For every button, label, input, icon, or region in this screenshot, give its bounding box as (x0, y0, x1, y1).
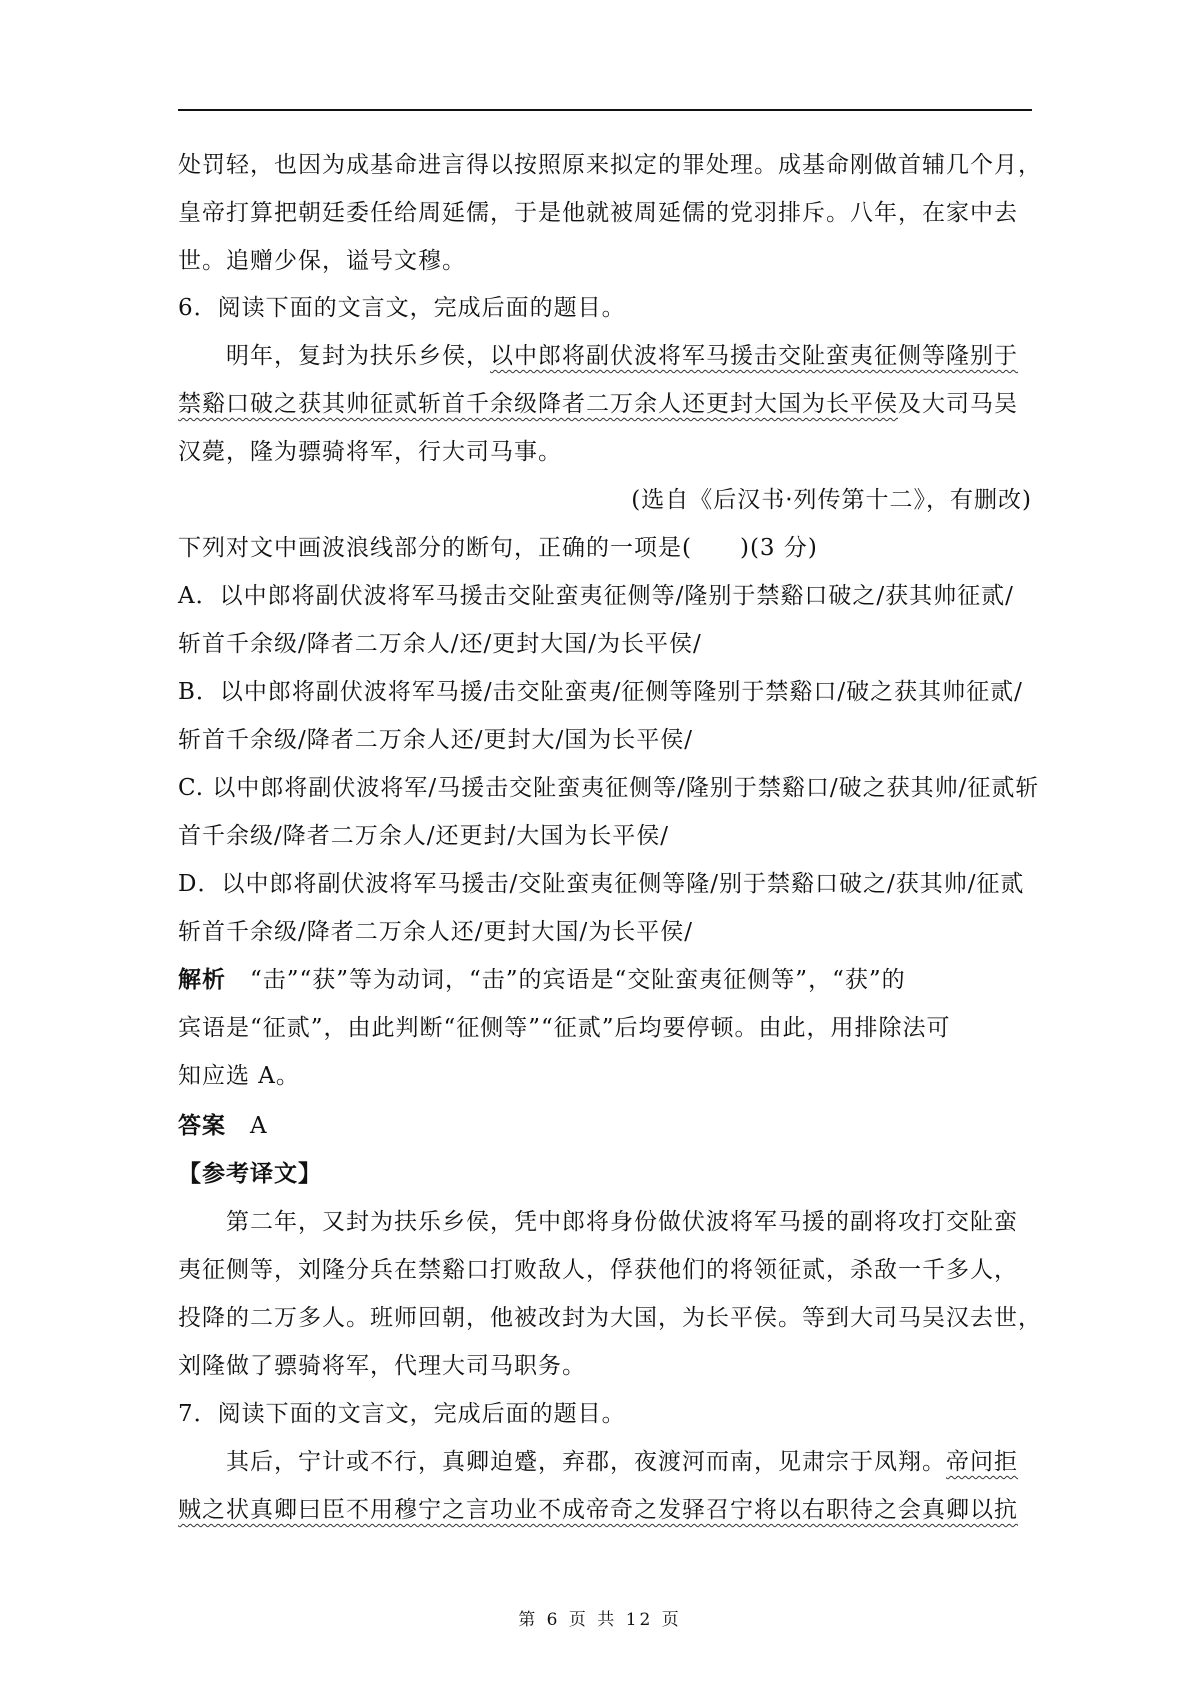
source-citation: (选自《后汉书·列传第十二》，有删改) (631, 487, 1032, 513)
wavy-underlined-text: 禁谿口破之获其帅征贰斩首千余级降者二万余人还更封大国为长平侯 (178, 391, 898, 417)
text-line: 世。追赠少保，谥号文穆。 (178, 248, 466, 274)
option-d-cont: 斩首千余级/降者二万余人还/更封大国/为长平侯/ (178, 919, 693, 945)
option-c-cont: 首千余级/降者二万余人/还更封/大国为长平侯/ (178, 823, 669, 849)
passage-text: 其后，宁计或不行，真卿迫蹙，弃郡，夜渡河而南，见肃宗于凤翔。 (226, 1449, 946, 1475)
passage-text: 明年，复封为扶乐乡侯， (226, 343, 490, 369)
passage-line: 汉薨，隆为骠骑将军，行大司马事。 (178, 439, 562, 465)
analysis-line (178, 965, 1032, 995)
wavy-underlined-text: 贼之状真卿曰臣不用穆宁之言功业不成帝奇之发驿召宁将以右职待之会真卿以抗 (178, 1497, 1018, 1523)
option-b: B．以中郎将副伏波将军马援/击交阯蛮夷/征侧等隆别于禁谿口/破之获其帅征贰/ (178, 679, 1023, 705)
option-a: A．以中郎将副伏波将军马援击交阯蛮夷征侧等/隆别于禁谿口破之/获其帅征贰/ (178, 583, 1014, 609)
passage-line (226, 341, 1032, 371)
page-number-footer: 第 6 页 共 12 页 (518, 1610, 682, 1630)
answer-line (178, 1111, 1032, 1141)
text-line: 皇帝打算把朝廷委任给周延儒，于是他就被周延儒的党羽排斥。八年，在家中去 (178, 200, 1018, 226)
option-a-cont: 斩首千余级/降者二万余人/还/更封大国/为长平侯/ (178, 631, 702, 657)
translation-line: 投降的二万多人。班师回朝，他被改封为大国，为长平侯。等到大司马吴汉去世， (178, 1305, 1042, 1331)
translation-line: 第二年，又封为扶乐乡侯，凭中郎将身份做伏波将军马援的副将攻打交阯蛮 (226, 1209, 1018, 1235)
question-stem: 下列对文中画波浪线部分的断句，正确的一项是( )(3 分) (178, 535, 818, 561)
option-b-cont: 斩首千余级/降者二万余人还/更封大/国为长平侯/ (178, 727, 693, 753)
answer-value: A (226, 1113, 268, 1139)
question-7-heading: 7．阅读下面的文言文，完成后面的题目。 (178, 1401, 626, 1427)
option-d: D．以中郎将副伏波将军马援击/交阯蛮夷征侧等隆/别于禁谿口破之/获其帅/征贰 (178, 871, 1025, 897)
passage-line (226, 1447, 1032, 1477)
header-rule (178, 109, 1032, 111)
option-c: C. 以中郎将副伏波将军/马援击交阯蛮夷征侧等/隆别于禁谿口/破之获其帅/征贰斩 (178, 775, 1040, 801)
passage-text: 及大司马吴 (898, 391, 1018, 417)
text-line: 处罚轻，也因为成基命进言得以按照原来拟定的罪处理。成基命刚做首辅几个月， (178, 152, 1042, 178)
analysis-line: 宾语是“征贰”，由此判断“征侧等”“征贰”后均要停顿。由此，用排除法可 (178, 1015, 951, 1041)
answer-label: 答案 (178, 1112, 226, 1139)
translation-line: 夷征侧等，刘隆分兵在禁谿口打败敌人，俘获他们的将领征贰，杀敌一千多人， (178, 1257, 1018, 1283)
analysis-line: 知应选 A。 (178, 1063, 300, 1089)
wavy-underlined-text: 以中郎将副伏波将军马援击交阯蛮夷征侧等隆别于 (490, 343, 1018, 369)
question-6-heading: 6．阅读下面的文言文，完成后面的题目。 (178, 295, 626, 321)
analysis-text: “击”“获”等为动词，“击”的宾语是“交阯蛮夷征侧等”，“获”的 (226, 967, 906, 993)
passage-line (178, 1495, 1032, 1525)
passage-line (178, 389, 1032, 419)
translation-line: 刘隆做了骠骑将军，代理大司马职务。 (178, 1353, 586, 1379)
analysis-label: 解析 (178, 966, 226, 993)
wavy-underlined-text: 帝问拒 (946, 1449, 1018, 1475)
translation-heading: 【参考译文】 (178, 1160, 322, 1187)
